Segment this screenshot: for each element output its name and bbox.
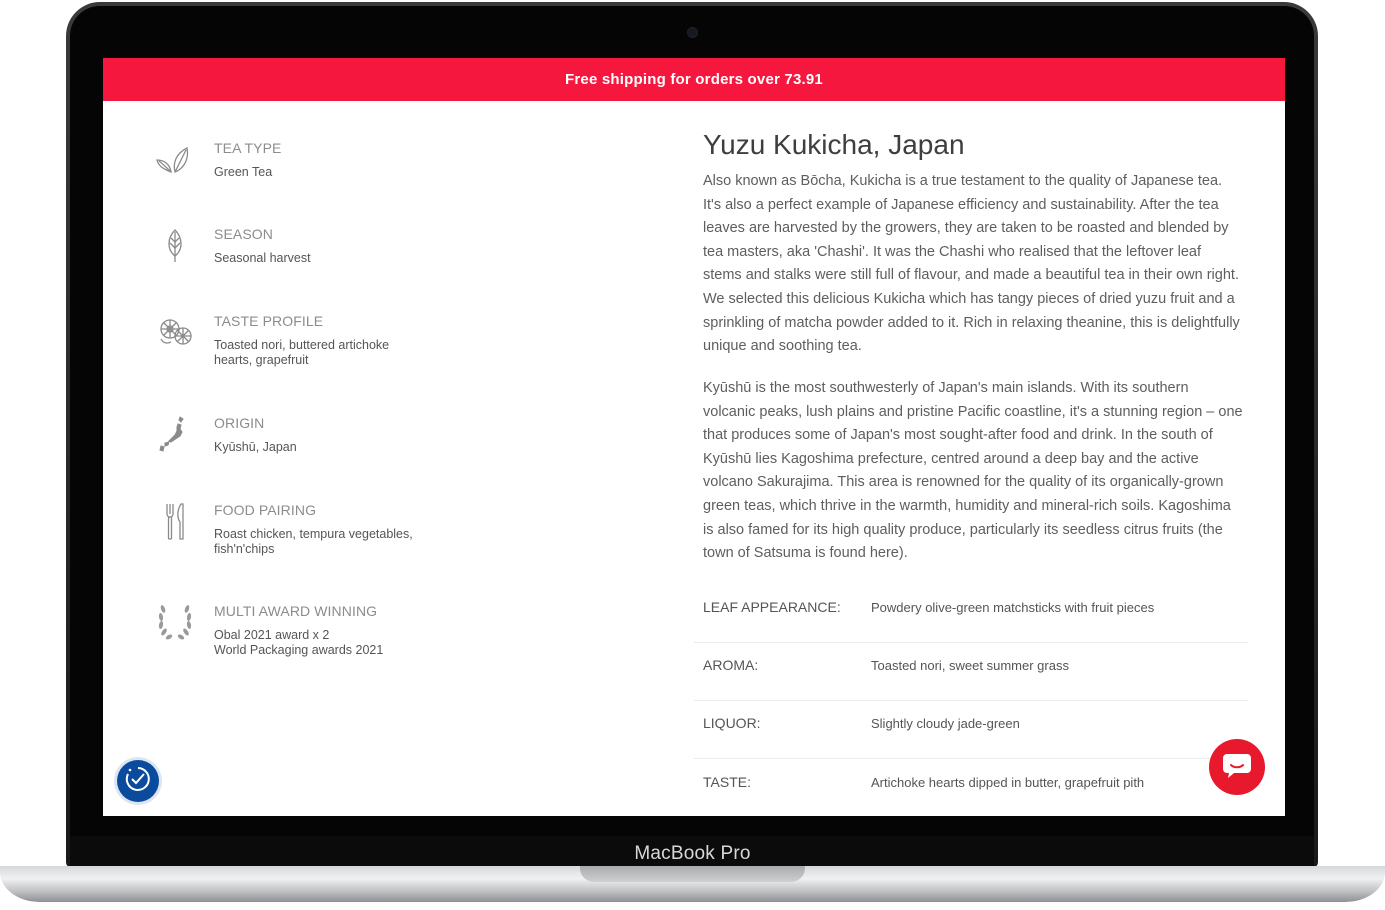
spec-key: TASTE: (703, 774, 751, 790)
screen (103, 58, 1285, 816)
spec-key: LIQUOR: (703, 715, 761, 731)
product-title: Yuzu Kukicha, Japan (703, 128, 965, 160)
attribute-value-line: Green Tea (214, 165, 273, 179)
spec-value: Toasted nori, sweet summer grass (871, 658, 1069, 673)
attribute-value-line: fish'n'chips (214, 542, 275, 556)
attribute-value (214, 527, 444, 557)
spec-row-leaf-appearance (694, 585, 1248, 643)
chat-bubble-icon (1221, 750, 1253, 785)
attribute-label: ORIGIN (214, 415, 265, 431)
attribute-value-line: hearts, grapefruit (214, 353, 309, 367)
attribute-taste-profile (153, 313, 473, 383)
attribute-value (214, 440, 444, 455)
attribute-value-line: Seasonal harvest (214, 251, 311, 265)
leaves-icon (153, 138, 197, 182)
attribute-value (214, 165, 444, 180)
origin-description: Kyūshū is the most southwesterly of Japan's main islands. With its southern volcanic peaks, lush plains and pristine Pacific coastline, it's a stunning region – one that produces some of Japan's most sought-after food and drink. In the south of Kyūshū lies Kagoshima prefecture, centred around a deep bay and the active volcano Sakurajima. This area is renowned for the quality of its organically-grown green teas, which thrive in the warmth, humidity and mineral-rich soils. Kagoshima is also famed for its high quality produce, particularly its seedless citrus fruits (the town of Satsuma is found here). (703, 380, 1243, 562)
spec-row-taste (694, 760, 1248, 816)
spec-key: AROMA: (703, 657, 759, 673)
accessibility-check-icon (123, 764, 153, 799)
japan-map-icon (153, 413, 197, 457)
attribute-value (214, 251, 444, 266)
spec-value: Powdery olive-green matchsticks with fruit pieces (871, 600, 1155, 615)
attribute-value-line: Roast chicken, tempura vegetables, (214, 527, 413, 541)
laptop-notch (580, 866, 805, 882)
attribute-awards (153, 603, 473, 673)
fork-knife-icon (153, 500, 197, 544)
spec-row-aroma (694, 643, 1248, 701)
attribute-label: TASTE PROFILE (214, 313, 324, 329)
leaf-icon (153, 224, 197, 268)
chat-button[interactable] (1209, 739, 1265, 795)
spec-value: Artichoke hearts dipped in butter, grapefruit pith (871, 775, 1145, 790)
attribute-value-line: Toasted nori, buttered artichoke (214, 338, 390, 352)
device-label: MacBook Pro (634, 843, 751, 864)
attribute-value-line: World Packaging awards 2021 (214, 643, 384, 657)
attribute-label: SEASON (214, 226, 273, 242)
citrus-flower-icon (153, 311, 197, 355)
attribute-value (214, 338, 444, 368)
accessibility-button[interactable] (117, 760, 159, 802)
attribute-label: FOOD PAIRING (214, 502, 317, 518)
attribute-value-line: Kyūshū, Japan (214, 440, 297, 454)
attribute-label: MULTI AWARD WINNING (214, 603, 378, 619)
attribute-value-line: Obal 2021 award x 2 (214, 628, 330, 642)
attribute-value (214, 628, 444, 658)
shipping-banner[interactable] (103, 58, 1285, 101)
spec-row-liquor (694, 701, 1248, 759)
shipping-banner-text: Free shipping for orders over 73.91 (565, 71, 823, 88)
attribute-food-pairing (153, 502, 473, 572)
spec-value: Slightly cloudy jade-green (871, 716, 1020, 731)
attribute-tea-type (153, 140, 473, 210)
attribute-origin (153, 415, 473, 485)
attribute-season (153, 226, 473, 296)
product-description: Also known as Bōcha, Kukicha is a true testament to the quality of Japanese tea. It's also a perfect example of Japanese efficiency and sustainability. After the tea leaves are harvested by the growers, they are taken to be roasted and blended by tea masters, aka 'Chashi'. It was the Chashi who realised that the leftover leaf stems and stalks were still full of flavour, and made a beautiful tea in their own right. We selected this delicious Kukicha which has tangy pieces of dried yuzu fruit and a sprinkling of matcha powder added to it. Rich in relaxing theanine, this is delightfully unique and soothing tea. (703, 173, 1240, 355)
attribute-label: TEA TYPE (214, 140, 282, 156)
laurel-wreath-icon (153, 601, 197, 645)
camera-icon (688, 28, 697, 37)
spec-key: LEAF APPEARANCE: (703, 599, 841, 615)
